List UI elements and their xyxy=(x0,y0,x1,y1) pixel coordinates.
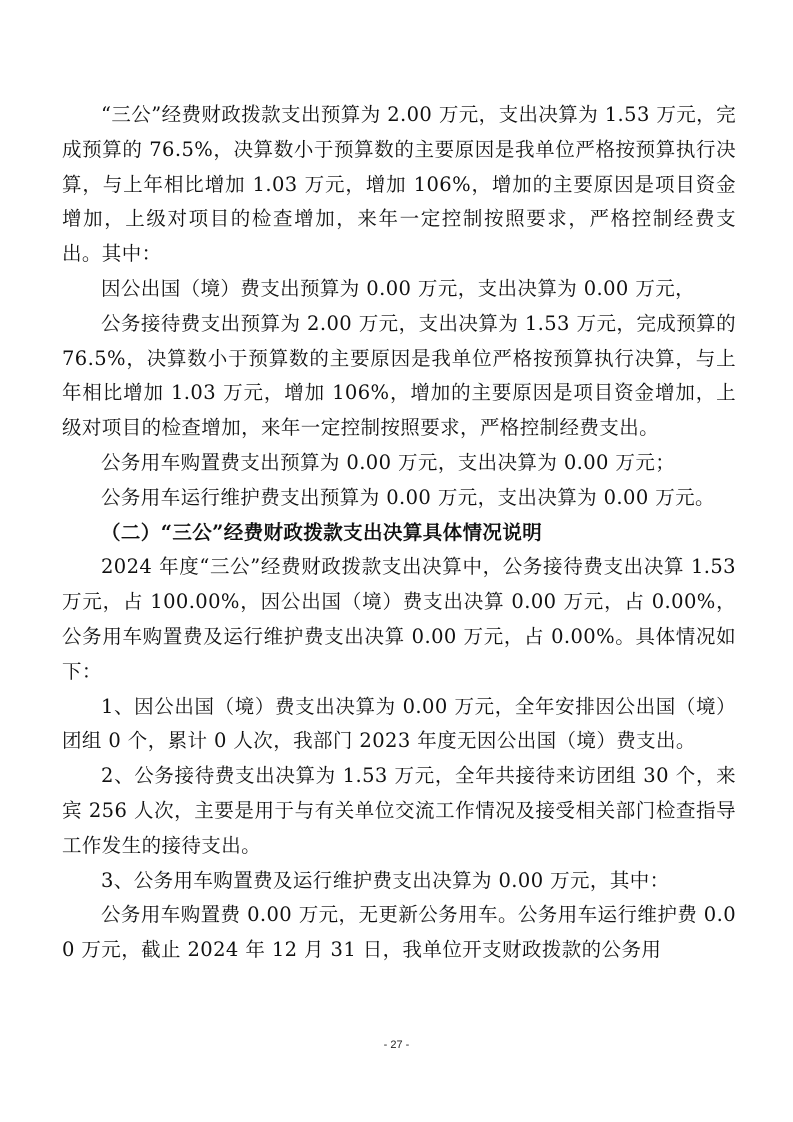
paragraph-reception-expense: 公务接待费支出预算为 2.00 万元，支出决算为 1.53 万元，完成预算的 76.5%，决算数小于预算数的主要原因是我单位严格按预算执行决算，与上年相比增加 1.03 万元，增加 106%，增加的主要原因是项目资金增加，上级对项目的检查增加，来年一定控制按照要求，严格控制经费支出。 xyxy=(62,311,736,440)
paragraph-overseas-travel: 因公出国（境）费支出预算为 0.00 万元，支出决算为 0.00 万元， xyxy=(101,276,696,300)
section-heading: （二）“三公”经费财政拨款支出决算具体情况说明 xyxy=(101,520,543,544)
paragraph-vehicle-details: 公务用车购置费 0.00 万元，无更新公务用车。公务用车运行维护费 0.00 万元，截止 2024 年 12 月 31 日，我单位开支财政拨款的公务用 xyxy=(62,903,736,962)
paragraph-vehicle-purchase: 公务用车购置费支出预算为 0.00 万元，支出决算为 0.00 万元； xyxy=(101,450,676,474)
paragraph-final-accounts-summary: 2024 年度“三公”经费财政拨款支出决算中，公务接待费支出决算 1.53 万元，占 100.00%，因公出国（境）费支出决算 0.00 万元，占 0.00%，公务用车购置费及运行维护费支出决算 0.00 万元，占 0.00%。具体情况如下： xyxy=(62,555,736,683)
paragraph-vehicle-maintenance: 公务用车运行维护费支出预算为 0.00 万元，支出决算为 0.00 万元。 xyxy=(101,485,715,509)
paragraph-item-1-overseas: 1、因公出国（境）费支出决算为 0.00 万元，全年安排因公出国（境）团组 0 个，累计 0 人次，我部门 2023 年度无因公出国（境）费支出。 xyxy=(62,694,736,753)
page-number: - 27 - xyxy=(383,1039,410,1051)
paragraph-sangong-overview: “三公”经费财政拨款支出预算为 2.00 万元，支出决算为 1.53 万元，完成预算的 76.5%，决算数小于预算数的主要原因是我单位严格按预算执行决算，与上年相比增加 1.03 万元，增加 106%，增加的主要原因是项目资金增加，上级对项目的检查增加，来年一定控制按照要求，严格控制经费支出。其中： xyxy=(62,103,736,266)
paragraph-item-3-vehicles: 3、公务用车购置费及运行维护费支出决算为 0.00 万元，其中： xyxy=(101,868,670,892)
paragraph-item-2-reception: 2、公务接待费支出决算为 1.53 万元，全年共接待来访团组 30 个，来宾 256 人次，主要是用于与有关单位交流工作情况及接受相关部门检查指导工作发生的接待支出。 xyxy=(62,764,736,857)
document-body xyxy=(62,98,736,968)
